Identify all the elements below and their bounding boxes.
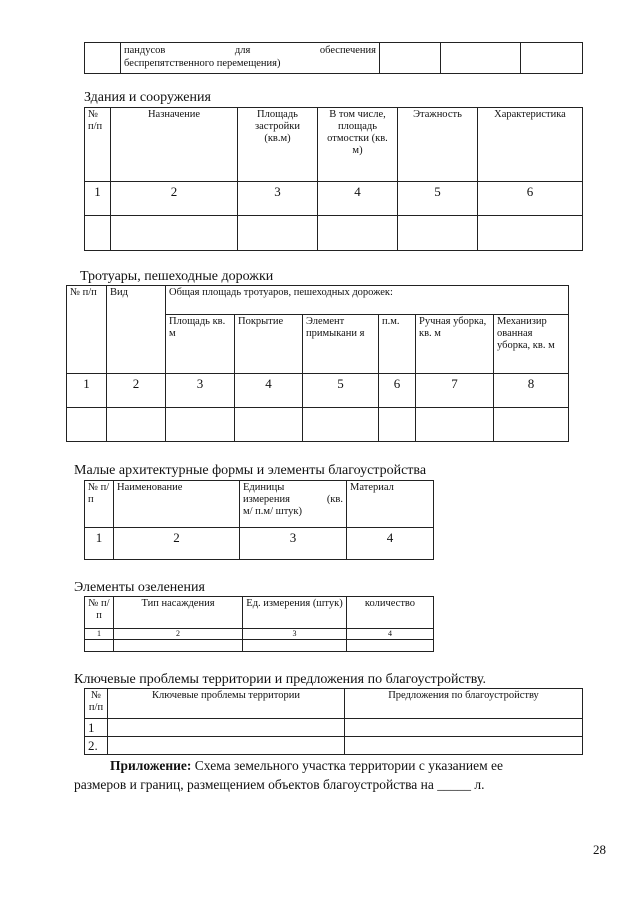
sidewalks-subheader-area: Площадь кв. м <box>166 315 235 374</box>
greenery-table <box>84 596 434 652</box>
buildings-title: Здания и сооружения <box>84 90 211 105</box>
greenery-header-type: Тип насаждения <box>114 597 243 629</box>
greenery-number-cell: 1 <box>85 629 114 640</box>
sidewalks-title: Тротуары, пешеходные дорожки <box>80 269 274 284</box>
sidewalks-subheader-mechanized: Механизир ованная уборка, кв. м <box>494 315 569 374</box>
buildings-number-cell: 6 <box>478 182 583 216</box>
appendix-label: Приложение: <box>110 758 192 773</box>
appendix-body: Схема земельного участка территории с указанием ее размеров и границ, размещением объектов благоустройства на _____ л. <box>74 758 504 792</box>
small-forms-header-units-line3: м/ п.м/ штук) <box>243 506 303 517</box>
greenery-header-no: № п/п <box>85 597 114 629</box>
sidewalks-header-no: № п/п <box>67 286 107 374</box>
buildings-header-floors: Этажность <box>398 108 478 182</box>
buildings-table <box>84 107 583 251</box>
greenery-number-cell: 2 <box>114 629 243 640</box>
small-forms-table <box>84 480 434 560</box>
sidewalks-number-cell: 1 <box>67 374 107 408</box>
problems-header-issues: Ключевые проблемы территории <box>108 689 345 719</box>
buildings-header-area: Площадь застройки (кв.м) <box>238 108 318 182</box>
sidewalks-header-total: Общая площадь тротуаров, пешеходных дорожек: <box>166 286 569 315</box>
small-forms-header-name: Наименование <box>114 481 240 528</box>
sidewalks-number-cell: 5 <box>303 374 379 408</box>
top-table-line1: пандусов для обеспечения <box>124 45 376 56</box>
buildings-header-characteristics: Характеристика <box>478 108 583 182</box>
greenery-header-quantity: количество <box>347 597 434 629</box>
buildings-header-purpose: Назначение <box>111 108 238 182</box>
sidewalks-subheader-adjoining: Элемент примыкани я <box>303 315 379 374</box>
top-table-text <box>121 43 380 74</box>
top-table-line2: беспрепятственного перемещения) <box>124 58 281 69</box>
greenery-number-cell: 3 <box>243 629 347 640</box>
buildings-header-blind-area: В том числе, площадь отмостки (кв. м) <box>318 108 398 182</box>
small-forms-header-units-line2: измерения (кв. <box>243 494 343 505</box>
small-forms-header-material: Материал <box>347 481 434 528</box>
problems-row-number: 1 <box>85 719 108 737</box>
sidewalks-number-cell: 2 <box>107 374 166 408</box>
buildings-number-cell: 5 <box>398 182 478 216</box>
problems-row-number: 2. <box>85 737 108 755</box>
sidewalks-subheader-cover: Покрытие <box>235 315 303 374</box>
sidewalks-number-cell: 7 <box>416 374 494 408</box>
small-forms-number-cell: 1 <box>85 528 114 560</box>
sidewalks-subheader-manual: Ручная уборка, кв. м <box>416 315 494 374</box>
small-forms-number-cell: 2 <box>114 528 240 560</box>
greenery-header-unit: Ед. измерения (штук) <box>243 597 347 629</box>
buildings-number-cell: 3 <box>238 182 318 216</box>
sidewalks-number-cell: 8 <box>494 374 569 408</box>
sidewalks-subheader-pm: п.м. <box>379 315 416 374</box>
problems-header-no: № п/п <box>85 689 108 719</box>
small-forms-header-units-line1: Единицы <box>243 482 285 493</box>
small-forms-number-cell: 4 <box>347 528 434 560</box>
sidewalks-header-kind: Вид <box>107 286 166 374</box>
small-forms-header-units <box>240 481 347 528</box>
sidewalks-number-cell: 6 <box>379 374 416 408</box>
top-continuation-table <box>84 42 583 74</box>
small-forms-number-cell: 3 <box>240 528 347 560</box>
buildings-number-cell: 2 <box>111 182 238 216</box>
problems-title: Ключевые проблемы территории и предложения по благоустройству. <box>74 672 486 687</box>
sidewalks-number-cell: 4 <box>235 374 303 408</box>
sidewalks-table <box>66 285 569 442</box>
small-forms-title: Малые архитектурные формы и элементы благоустройства <box>74 463 427 478</box>
problems-table <box>84 688 583 755</box>
greenery-number-cell: 4 <box>347 629 434 640</box>
buildings-number-cell: 1 <box>85 182 111 216</box>
problems-header-proposals: Предложения по благоустройству <box>345 689 583 719</box>
buildings-header-no: № п/п <box>85 108 111 182</box>
greenery-title: Элементы озеленения <box>74 580 205 595</box>
small-forms-header-no: № п/п <box>85 481 114 528</box>
appendix-text <box>74 756 554 794</box>
sidewalks-number-cell: 3 <box>166 374 235 408</box>
buildings-number-cell: 4 <box>318 182 398 216</box>
page-number: 28 <box>593 842 606 857</box>
